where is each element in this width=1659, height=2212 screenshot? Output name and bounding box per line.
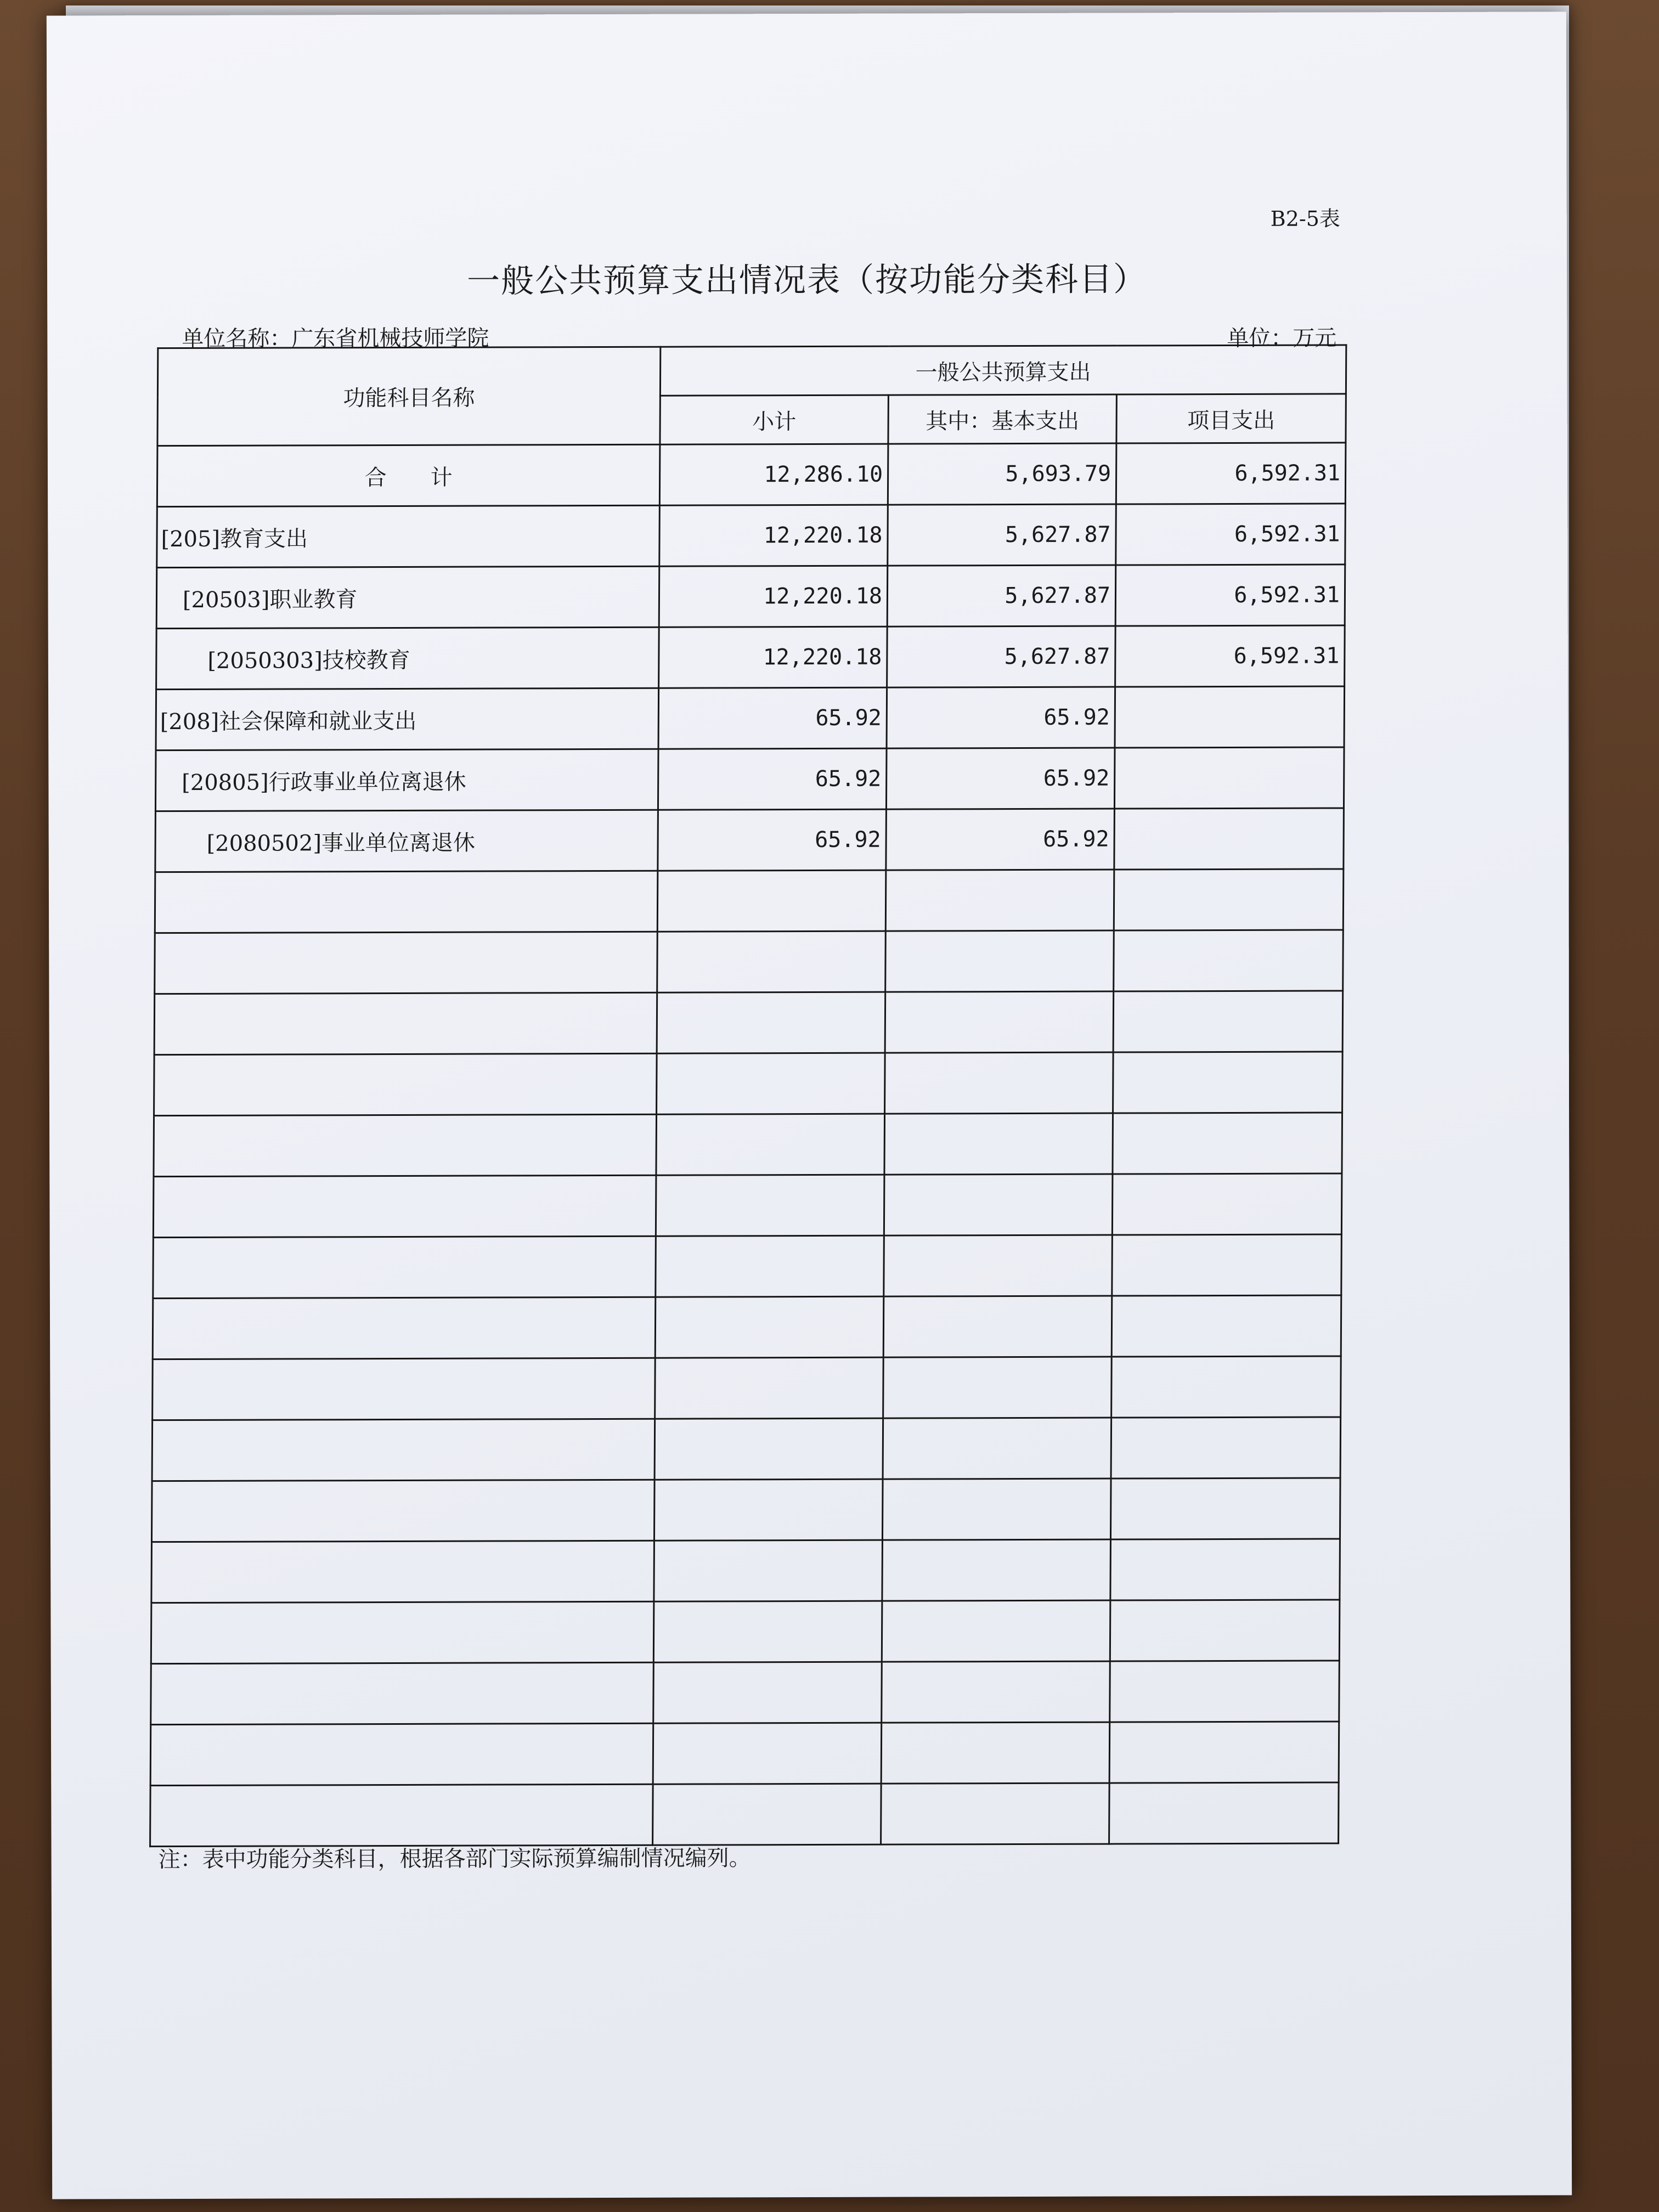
- row-subtotal: 12,220.18: [659, 566, 888, 627]
- empty-cell: [154, 1114, 657, 1176]
- empty-cell: [153, 1297, 656, 1359]
- empty-cell: [1110, 1539, 1340, 1600]
- empty-cell: [154, 1053, 657, 1115]
- unit-name: 单位名称：广东省机械技师学院: [182, 325, 489, 352]
- row-name: 合 计: [157, 444, 660, 506]
- header-basic: 其中：基本支出: [888, 394, 1116, 444]
- unit-label: 单位：万元: [1227, 325, 1337, 352]
- empty-cell: [657, 931, 886, 992]
- empty-row: [150, 1722, 1339, 1786]
- empty-cell: [153, 1358, 656, 1420]
- empty-cell: [653, 1784, 882, 1845]
- budget-table: [149, 344, 1347, 1847]
- empty-row: [154, 1052, 1343, 1116]
- empty-cell: [882, 1661, 1110, 1723]
- empty-row: [153, 1173, 1342, 1238]
- empty-cell: [1109, 1722, 1339, 1783]
- row-project: 6,592.31: [1116, 443, 1346, 504]
- empty-cell: [884, 1174, 1113, 1235]
- row-basic: 5,693.79: [888, 443, 1116, 505]
- empty-cell: [1114, 930, 1344, 991]
- empty-cell: [657, 992, 885, 1053]
- empty-cell: [881, 1783, 1110, 1844]
- empty-cell: [656, 1235, 884, 1297]
- empty-cell: [155, 932, 658, 994]
- empty-cell: [1113, 1113, 1342, 1174]
- table-header-row: [157, 345, 1346, 397]
- empty-cell: [657, 870, 886, 932]
- empty-cell: [653, 1601, 882, 1662]
- page-title: 一般公共预算支出情况表（按功能分类科目）: [466, 260, 1148, 301]
- empty-row: [151, 1600, 1340, 1664]
- empty-cell: [1111, 1295, 1341, 1357]
- empty-cell: [153, 1236, 656, 1298]
- empty-cell: [883, 1296, 1112, 1357]
- table-row: [157, 443, 1346, 507]
- row-project: 6,592.31: [1115, 565, 1345, 626]
- document-page: [47, 12, 1572, 2199]
- empty-row: [151, 1661, 1340, 1725]
- empty-cell: [881, 1722, 1110, 1784]
- empty-row: [155, 869, 1344, 933]
- header-project: 项目支出: [1116, 394, 1346, 443]
- empty-cell: [657, 1053, 885, 1114]
- row-basic: 5,627.87: [888, 504, 1116, 566]
- row-subtotal: 12,220.18: [659, 627, 888, 688]
- empty-cell: [155, 871, 658, 933]
- row-basic: 5,627.87: [887, 565, 1116, 627]
- empty-cell: [885, 870, 1114, 931]
- empty-cell: [152, 1419, 655, 1481]
- empty-cell: [1113, 991, 1343, 1052]
- empty-cell: [150, 1784, 653, 1846]
- empty-cell: [154, 992, 657, 1054]
- empty-cell: [1111, 1417, 1341, 1479]
- row-subtotal: 12,286.10: [659, 444, 888, 505]
- empty-cell: [1112, 1173, 1342, 1235]
- header-group: 一般公共预算支出: [660, 345, 1346, 396]
- empty-cell: [655, 1296, 884, 1358]
- empty-cell: [882, 1479, 1111, 1540]
- row-project: [1114, 747, 1344, 809]
- row-name: [20805]行政事业单位离退休: [155, 749, 658, 811]
- empty-cell: [882, 1539, 1111, 1601]
- table-row: [156, 625, 1345, 690]
- row-project: 6,592.31: [1115, 625, 1345, 687]
- footnote: 注：表中功能分类科目，根据各部门实际预算编制情况编列。: [158, 1846, 751, 1873]
- empty-cell: [1114, 869, 1344, 930]
- empty-cell: [150, 1723, 653, 1785]
- table-row: [156, 686, 1345, 751]
- row-subtotal: 65.92: [658, 748, 887, 810]
- header-function-name: 功能科目名称: [157, 347, 661, 445]
- empty-cell: [656, 1175, 884, 1236]
- empty-cell: [151, 1662, 654, 1724]
- row-name: [2050303]技校教育: [156, 627, 659, 689]
- empty-cell: [1112, 1234, 1342, 1296]
- empty-row: [153, 1295, 1341, 1359]
- empty-row: [150, 1782, 1339, 1847]
- empty-cell: [885, 930, 1114, 992]
- empty-row: [154, 1113, 1342, 1177]
- empty-cell: [1110, 1661, 1340, 1722]
- row-name: [205]教育支出: [157, 505, 660, 567]
- empty-row: [151, 1478, 1340, 1542]
- empty-cell: [885, 991, 1114, 1053]
- row-subtotal: 65.92: [658, 687, 887, 749]
- empty-cell: [883, 1418, 1111, 1479]
- empty-cell: [885, 1052, 1114, 1114]
- row-subtotal: 12,220.18: [659, 505, 888, 566]
- empty-row: [152, 1417, 1341, 1481]
- table-row: [156, 565, 1345, 629]
- row-name: [2080502]事业单位离退休: [155, 810, 658, 872]
- empty-cell: [1110, 1478, 1340, 1539]
- empty-row: [153, 1356, 1341, 1420]
- empty-cell: [153, 1175, 656, 1237]
- empty-row: [155, 930, 1344, 994]
- empty-cell: [883, 1357, 1112, 1418]
- empty-row: [151, 1539, 1340, 1603]
- row-name: [20503]职业教育: [156, 566, 659, 628]
- row-name: [208]社会保障和就业支出: [156, 688, 659, 750]
- empty-cell: [1113, 1052, 1343, 1113]
- empty-cell: [884, 1235, 1113, 1296]
- empty-cell: [655, 1357, 884, 1419]
- empty-cell: [151, 1541, 654, 1602]
- empty-cell: [884, 1113, 1113, 1175]
- row-basic: 5,627.87: [887, 626, 1116, 687]
- table-row: [157, 504, 1346, 568]
- row-project: 6,592.31: [1116, 504, 1346, 565]
- empty-cell: [151, 1480, 654, 1542]
- empty-cell: [653, 1723, 882, 1784]
- empty-cell: [882, 1600, 1110, 1662]
- empty-row: [153, 1234, 1342, 1299]
- table-row: [155, 808, 1344, 872]
- empty-row: [154, 991, 1343, 1055]
- row-project: [1114, 808, 1344, 870]
- empty-cell: [656, 1114, 885, 1175]
- empty-cell: [1109, 1782, 1339, 1844]
- empty-cell: [151, 1601, 654, 1663]
- table-row: [155, 747, 1344, 811]
- empty-cell: [1110, 1600, 1340, 1661]
- empty-cell: [654, 1418, 883, 1480]
- empty-cell: [1111, 1356, 1341, 1418]
- header-subtotal: 小计: [660, 395, 888, 444]
- row-basic: 65.92: [887, 687, 1115, 748]
- form-code: B2-5表: [1270, 206, 1340, 231]
- empty-cell: [654, 1540, 883, 1601]
- row-project: [1115, 686, 1345, 748]
- row-basic: 65.92: [886, 809, 1115, 870]
- row-subtotal: 65.92: [658, 809, 887, 871]
- row-basic: 65.92: [886, 748, 1115, 809]
- empty-cell: [654, 1479, 883, 1541]
- empty-cell: [653, 1662, 882, 1723]
